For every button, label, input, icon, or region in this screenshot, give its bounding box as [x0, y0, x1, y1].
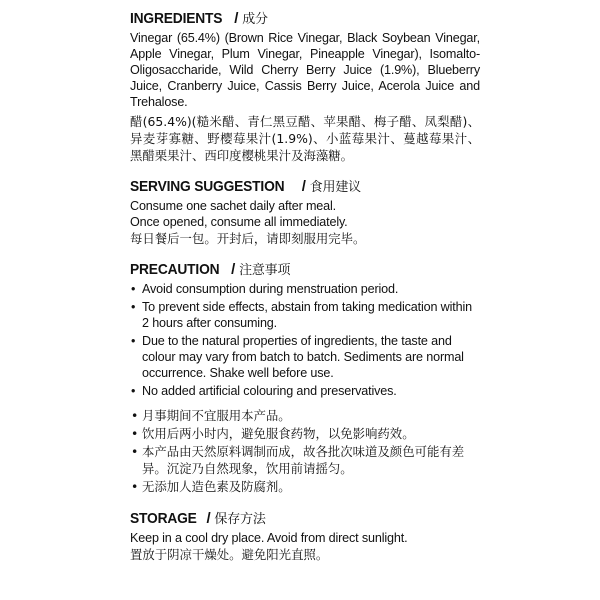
ingredients-title-en: INGREDIENTS: [130, 10, 223, 27]
ingredients-text-cn: 醋(65.4%)(糙米醋、青仁黑豆醋、苹果醋、梅子醋、凤梨醋)、异麦芽寡糖、野樱莓果汁(1.9%)、小蓝莓果汁、蔓越莓果汁、黑醋栗果汁、西印度樱桃果汁及海藻糖。: [130, 114, 480, 163]
storage-title-en: STORAGE: [130, 510, 197, 527]
serving-title-separator: /: [301, 178, 306, 195]
precaution-item-en: • To prevent side effects, abstain from taking medication within 2 hours after consuming.: [130, 299, 480, 331]
ingredients-text-en: Vinegar (65.4%) (Brown Rice Vinegar, Black Soybean Vinegar, Apple Vinegar, Plum Vinegar, Pineapple Vinegar), Isomalto-Oligosaccharide, Wild Cherry Berry Juice (1.9%), Blueberry Juice, Cranberry Juice, Cassis Berry Juice, Acerola Juice and Trehalose.: [130, 31, 480, 109]
precaution-title-cn: 注意事项: [239, 263, 291, 278]
serving-title-cn: 食用建议: [309, 180, 361, 195]
precaution-list-en: [130, 281, 480, 399]
ingredients-title-separator: /: [234, 10, 239, 27]
storage-title-cn: 保存方法: [214, 512, 266, 527]
precaution-item-cn: • 饮用后两小时内，避免服食药物，以免影响药效。: [130, 425, 480, 442]
serving-title-en: SERVING SUGGESTION: [130, 178, 285, 195]
serving-heading: [130, 178, 480, 197]
precaution-item-en: • Due to the natural properties of ingredients, the taste and colour may vary from batch to batch. Sediments are normal occurrence. Shake well before use.: [130, 333, 480, 381]
storage-title-separator: /: [206, 510, 211, 527]
storage-text-cn: 置放于阴凉干燥处。避免阳光直照。: [130, 547, 329, 562]
serving-line-1: Consume one sachet daily after meal.: [130, 199, 337, 213]
precaution-item-en: • No added artificial colouring and preservatives.: [130, 383, 480, 399]
ingredients-title-cn: 成分: [242, 12, 268, 27]
precaution-heading: [130, 261, 480, 280]
storage-section: [130, 510, 480, 563]
storage-heading: [130, 510, 480, 529]
precaution-title-en: PRECAUTION: [130, 261, 220, 278]
precaution-item-cn: • 无添加人造色素及防腐剂。: [130, 478, 480, 495]
precaution-item-cn: • 月事期间不宜服用本产品。: [130, 407, 480, 424]
product-label: [130, 10, 480, 563]
serving-section: [130, 178, 480, 247]
precaution-item-cn: • 本产品由天然原料调制而成，故各批次味道及颜色可能有差异。沉淀乃自然现象，饮用前请摇匀。: [130, 443, 480, 477]
precaution-item-en: • Avoid consumption during menstruation period.: [130, 281, 480, 297]
storage-text-en: Keep in a cool dry place. Avoid from direct sunlight.: [130, 531, 408, 545]
ingredients-heading: [130, 10, 480, 29]
serving-line-cn: 每日餐后一包。开封后，请即刻服用完毕。: [130, 231, 366, 246]
precaution-list-cn: [130, 407, 480, 495]
serving-line-2: Once opened, consume all immediately.: [130, 215, 348, 229]
precaution-title-separator: /: [231, 261, 236, 278]
precaution-section: [130, 261, 480, 495]
ingredients-section: [130, 10, 480, 164]
